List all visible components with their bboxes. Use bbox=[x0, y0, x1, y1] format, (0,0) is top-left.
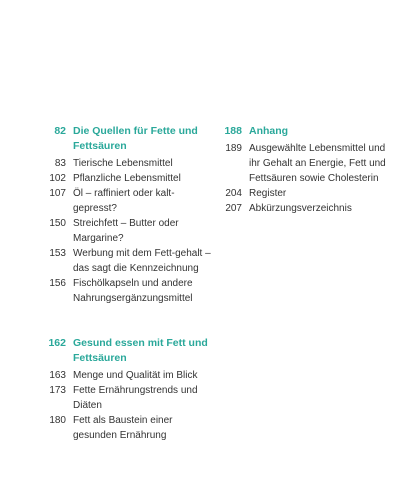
chapter-page-number: 162 bbox=[48, 337, 66, 349]
entry-page-number: 102 bbox=[49, 173, 66, 184]
toc-section bbox=[38, 124, 218, 306]
entry-page-number: 156 bbox=[49, 278, 66, 289]
entry-title: Werbung mit dem Fett-gehalt – das sagt die Kennzeichnung bbox=[73, 248, 211, 274]
chapter-title: Die Quellen für Fette und Fettsäuren bbox=[73, 125, 198, 152]
chapter-page-number: 82 bbox=[54, 125, 66, 137]
toc-chapter-heading[interactable] bbox=[38, 124, 218, 154]
toc-section bbox=[214, 124, 399, 216]
toc-right-column bbox=[214, 124, 399, 230]
entry-title: Öl – raffiniert oder kalt-gepresst? bbox=[73, 188, 175, 214]
toc-entry[interactable] bbox=[38, 368, 218, 383]
entry-page-number: 150 bbox=[49, 218, 66, 229]
entry-title: Ausgewählte Lebensmittel und ihr Gehalt an Energie, Fett und Fettsäuren sowie Cholesterin bbox=[249, 143, 386, 184]
entry-page-number: 204 bbox=[225, 188, 242, 199]
chapter-title: Gesund essen mit Fett und Fettsäuren bbox=[73, 337, 208, 364]
toc-entry[interactable] bbox=[38, 383, 218, 413]
entry-title: Streichfett – Butter oder Margarine? bbox=[73, 218, 179, 244]
entry-title: Pflanzliche Lebensmittel bbox=[73, 173, 181, 184]
toc-entry[interactable] bbox=[214, 186, 399, 201]
toc-entry[interactable] bbox=[214, 141, 399, 186]
entry-page-number: 180 bbox=[49, 415, 66, 426]
entry-page-number: 173 bbox=[49, 385, 66, 396]
chapter-title: Anhang bbox=[249, 125, 289, 137]
entry-title: Abkürzungsverzeichnis bbox=[249, 203, 352, 214]
toc-chapter-heading[interactable] bbox=[38, 336, 218, 366]
toc-entry[interactable] bbox=[214, 201, 399, 216]
entry-page-number: 107 bbox=[49, 188, 66, 199]
toc-entry[interactable] bbox=[38, 186, 218, 216]
entry-page-number: 153 bbox=[49, 248, 66, 259]
toc-entry[interactable] bbox=[38, 413, 218, 443]
entry-page-number: 189 bbox=[225, 143, 242, 154]
toc-section bbox=[38, 336, 218, 443]
entry-title: Register bbox=[249, 188, 287, 199]
entry-title: Fett als Baustein einer gesunden Ernährung bbox=[73, 415, 173, 441]
toc-entry[interactable] bbox=[38, 246, 218, 276]
entry-title: Fischölkapseln und andere Nahrungsergänzungsmittel bbox=[73, 278, 193, 304]
toc-entry[interactable] bbox=[38, 216, 218, 246]
toc-entry[interactable] bbox=[38, 276, 218, 306]
toc-left-column bbox=[38, 124, 218, 457]
chapter-page-number: 188 bbox=[224, 125, 242, 137]
entry-title: Tierische Lebensmittel bbox=[73, 158, 173, 169]
toc-chapter-heading[interactable] bbox=[214, 124, 399, 139]
toc-entry[interactable] bbox=[38, 171, 218, 186]
entry-title: Menge und Qualität im Blick bbox=[73, 370, 198, 381]
entry-page-number: 83 bbox=[54, 158, 66, 169]
toc-entry[interactable] bbox=[38, 156, 218, 171]
entry-title: Fette Ernährungstrends und Diäten bbox=[73, 385, 198, 411]
entry-page-number: 207 bbox=[225, 203, 242, 214]
entry-page-number: 163 bbox=[49, 370, 66, 381]
